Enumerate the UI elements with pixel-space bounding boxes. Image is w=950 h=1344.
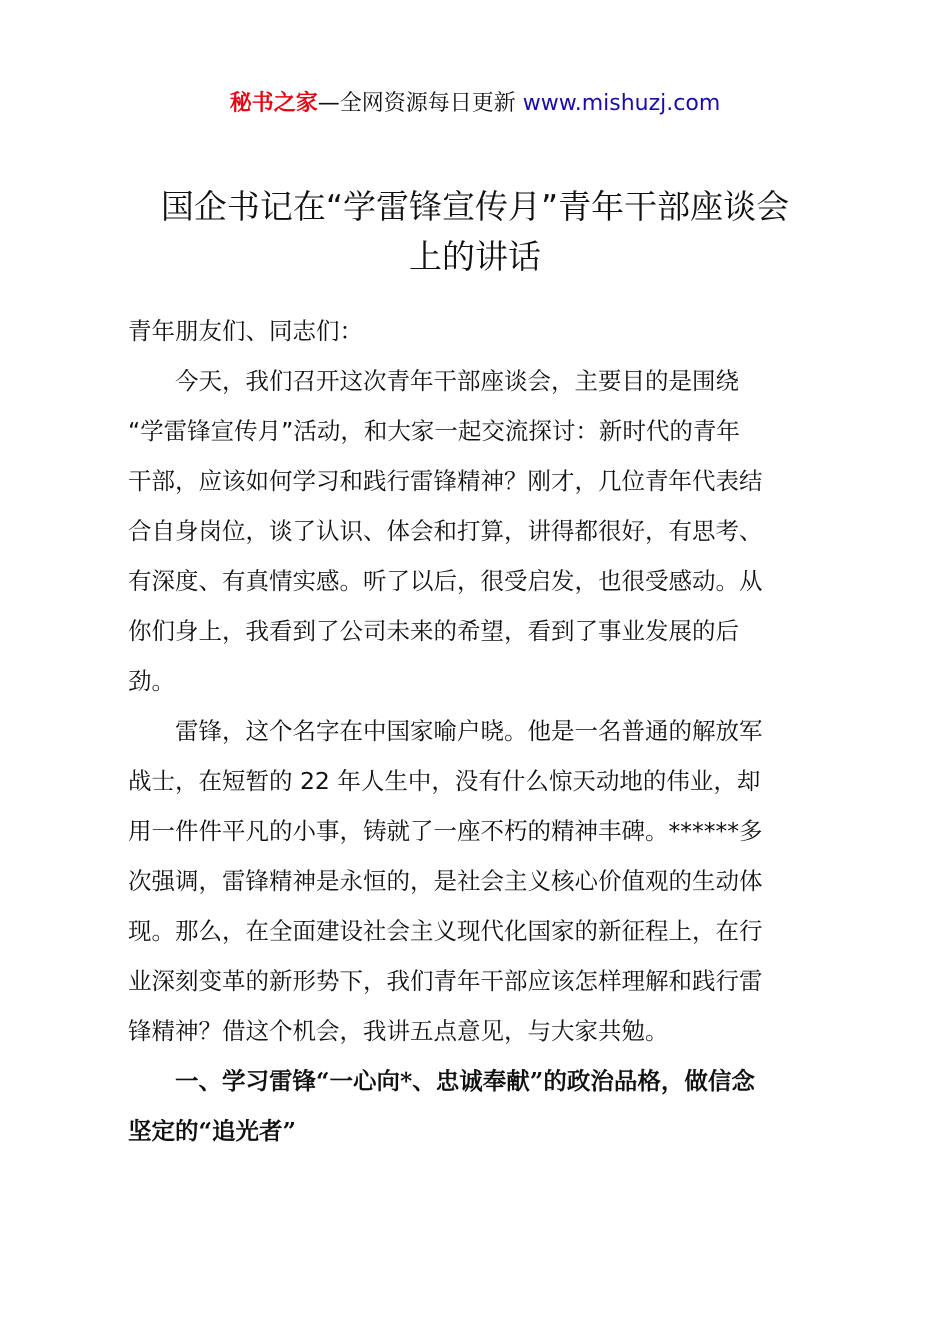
paragraph-line: 今天，我们召开这次青年干部座谈会，主要目的是围绕: [175, 367, 739, 395]
paragraph-line: 雷锋，这个名字在中国家喻户晓。他是一名普通的解放军: [175, 717, 763, 745]
paragraph-2: [128, 706, 830, 1056]
paragraph-line: 战士，在短暂的 22 年人生中，没有什么惊天动地的伟业，却: [128, 767, 761, 795]
paragraph-line: 业深刻变革的新形势下，我们青年干部应该怎样理解和践行雷: [128, 967, 763, 995]
paragraph-line: “学雷锋宣传月”活动，和大家一起交流探讨：新时代的青年: [128, 417, 740, 445]
paragraph-line: 次强调，雷锋精神是永恒的，是社会主义核心价值观的生动体: [128, 867, 763, 895]
title-line: 国企书记在“学雷锋宣传月”青年干部座谈会: [160, 187, 790, 226]
heading-line: 一、学习雷锋“一心向*、忠诚奉献”的政治品格，做信念: [175, 1067, 755, 1095]
paragraph-line: 劲。: [128, 667, 175, 695]
document-body: [128, 306, 830, 1156]
paragraph-line: 干部，应该如何学习和践行雷锋精神？刚才，几位青年代表结: [128, 467, 763, 495]
salutation: 青年朋友们、同志们：: [128, 317, 363, 345]
paragraph-line: 用一件件平凡的小事，铸就了一座不朽的精神丰碑。******多: [128, 817, 763, 845]
paragraph-line: 合自身岗位，谈了认识、体会和打算，讲得都很好，有思考、: [128, 517, 763, 545]
heading-line: 坚定的“追光者”: [128, 1117, 297, 1145]
paragraph-line: 你们身上，我看到了公司未来的希望，看到了事业发展的后: [128, 617, 739, 645]
title-line: 上的讲话: [409, 237, 541, 276]
paragraph-1: [128, 356, 830, 706]
header-tagline: —全网资源每日更新: [317, 91, 523, 116]
paragraph-line: 有深度、有真情实感。听了以后，很受启发，也很受感动。从: [128, 567, 763, 595]
document-title: [110, 182, 840, 282]
paragraph-line: 现。那么，在全面建设社会主义现代化国家的新征程上，在行: [128, 917, 763, 945]
paragraph-line: 锋精神？借这个机会，我讲五点意见，与大家共勉。: [128, 1017, 669, 1045]
brand-name: 秘书之家: [229, 91, 318, 116]
site-header-banner: [0, 88, 950, 120]
site-url-link[interactable]: www.mishuzj.com: [522, 91, 721, 116]
section-1-heading: [128, 1056, 830, 1156]
